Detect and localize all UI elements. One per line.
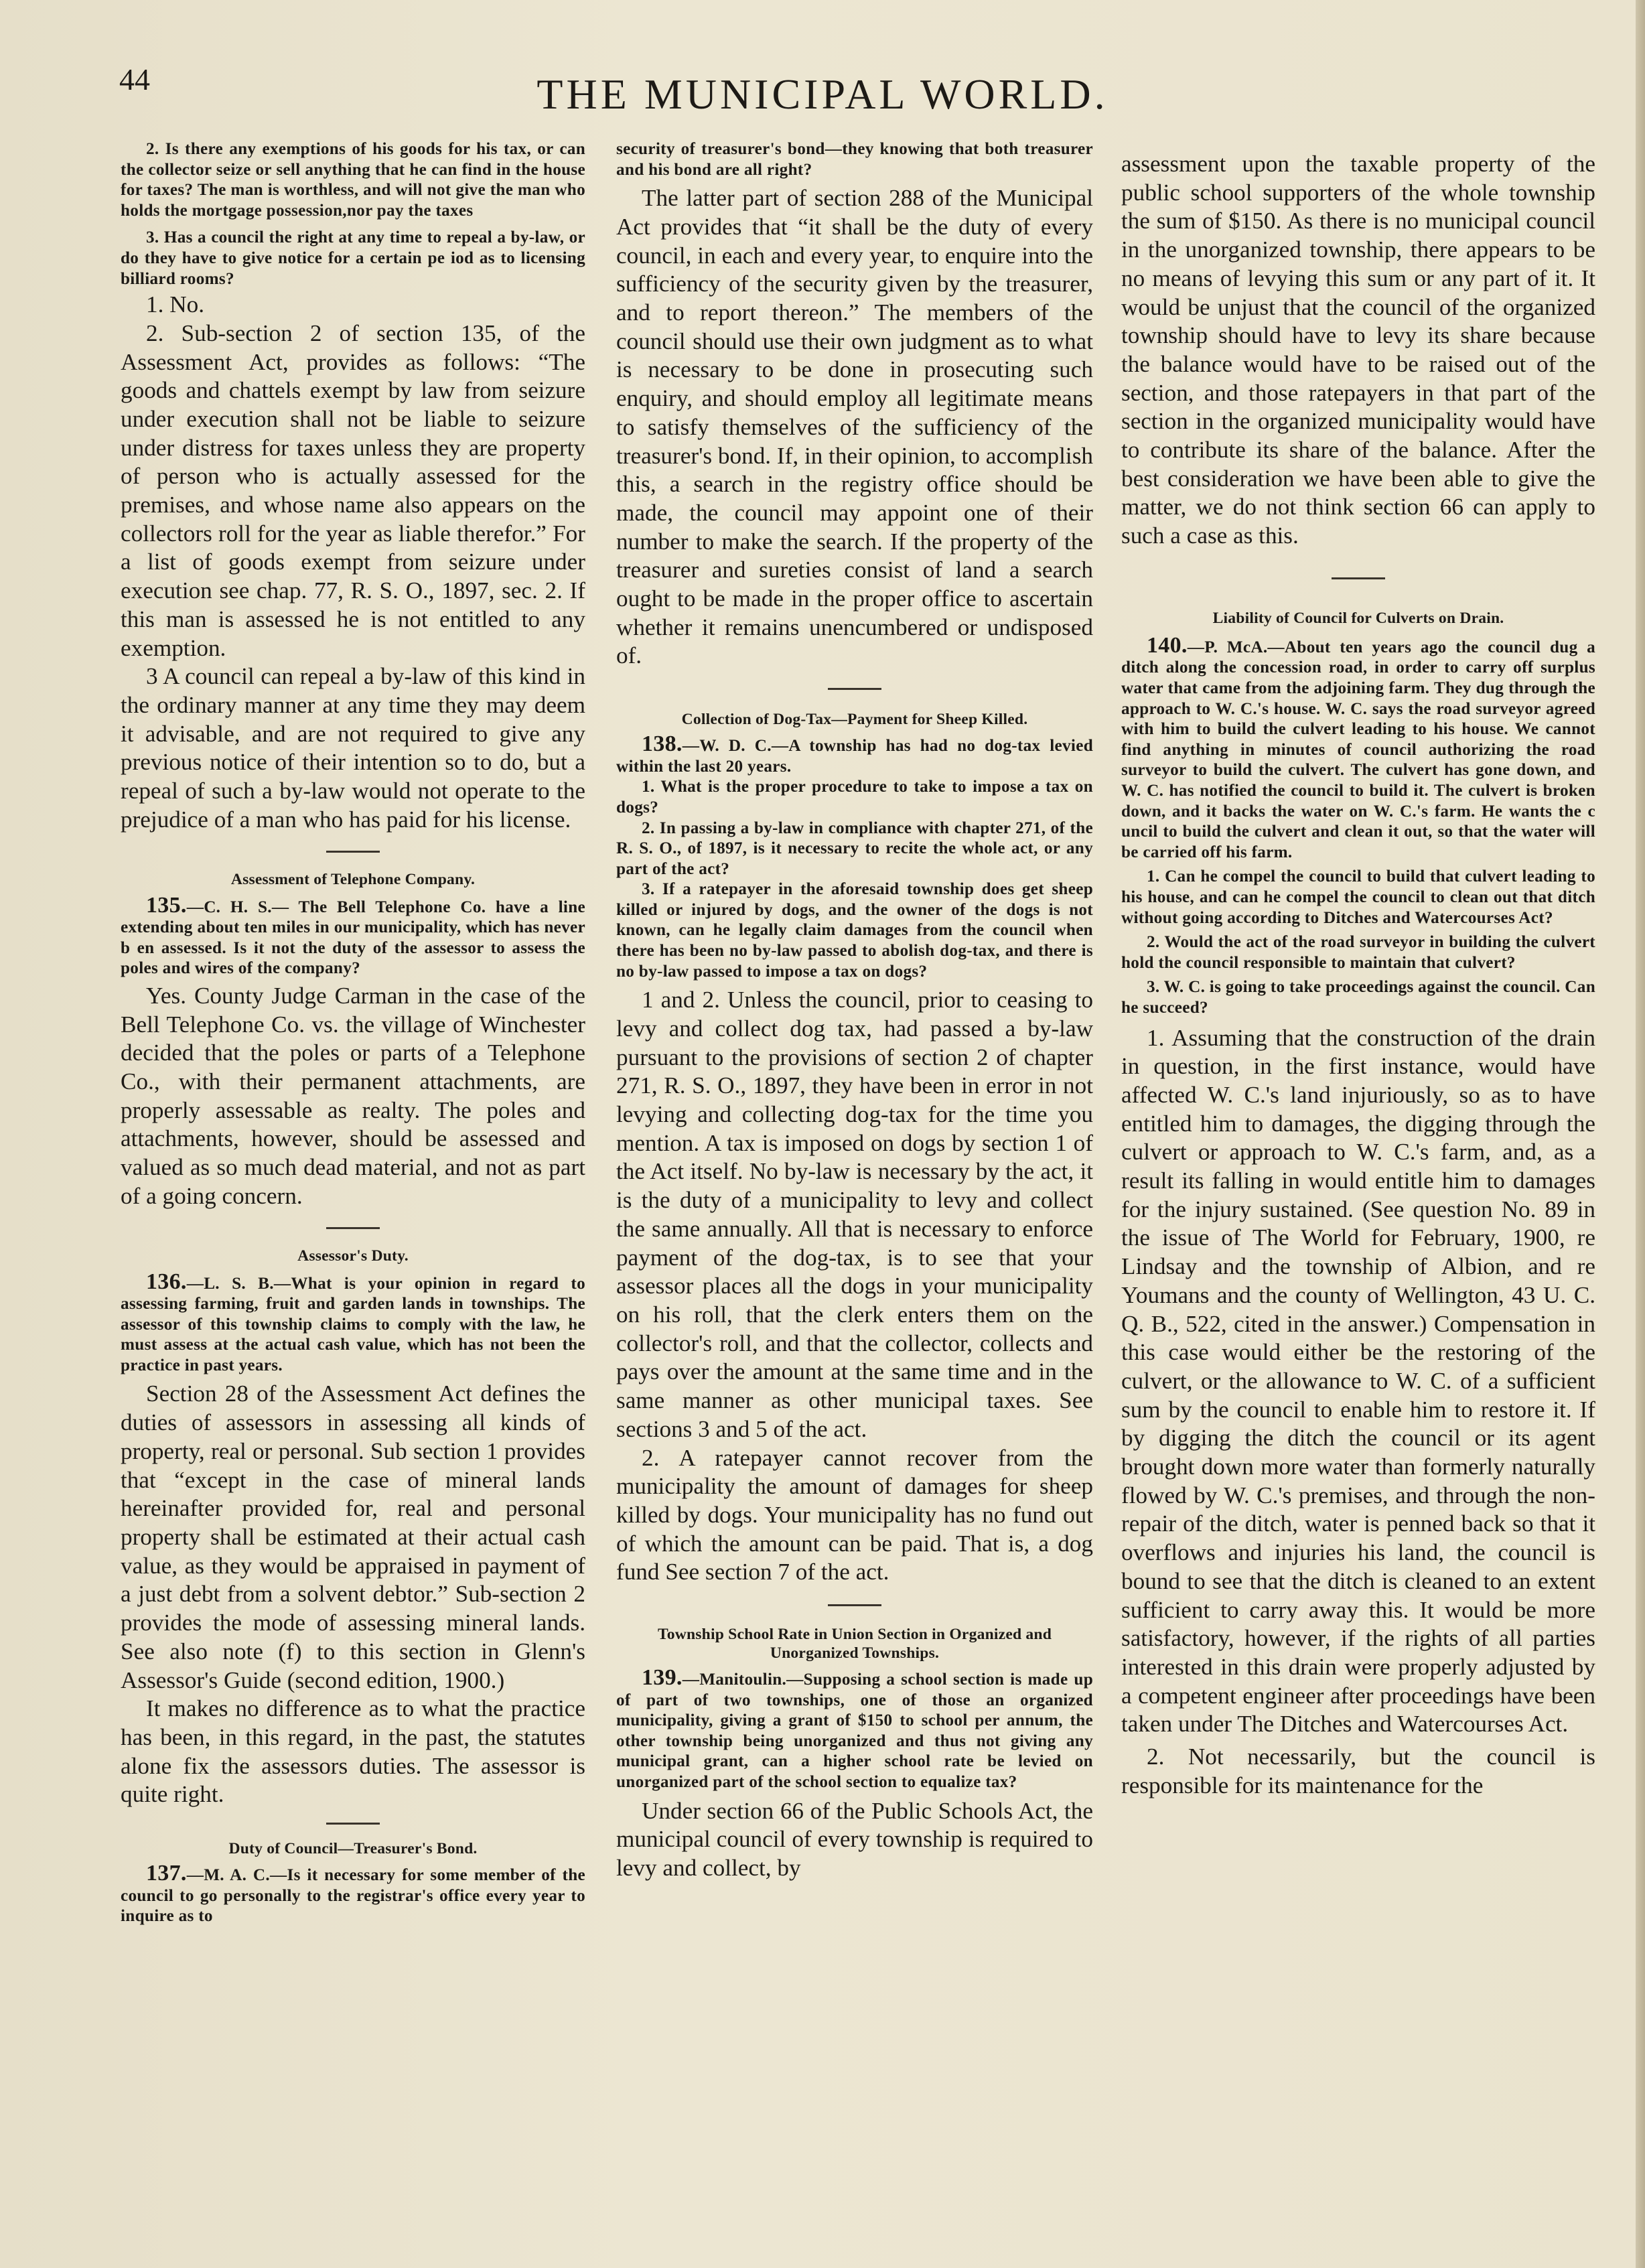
item-number-140: 140. (1147, 632, 1188, 658)
question-139: 139.—Manitoulin.—Supposing a school section is made up of part of two townships, one of those an organized municipality, giving a grant of $150 to school per annum, the other township being unorganized and thus not giving any municipal grant, can a higher school rate be levied on unorganized part of the school section to equalize tax? (616, 1665, 1093, 1791)
answer-136b: It makes no difference as to what the practice has been, in this regard, in the past, the statutes alone fix the assessors duties. The assessor is quite right. (121, 1695, 585, 1808)
question-140: 140.—P. McA.—About ten years ago the council dug a ditch along the concession road, in order to carry off surplus water that came from the adjoining farm. They dug through the approach to W. C.'s house. W. C. says the road surveyor agreed with him to build the culvert leading to his house. We cannot find anything in minutes of council authorizing the road surveyor to build the culvert. The culvert has gone down, and W. C. has notified the council to build it. The culvert is broken down, and it backs the water on W. C.'s farm. He wants the c uncil to build the culvert and clean it out, so that the water will be carried off his farm. (1121, 632, 1595, 861)
item-number-136: 136. (146, 1269, 187, 1294)
question-135: 135.—C. H. S.— The Bell Telephone Co. have a line extending about ten miles in our municipality, which has never b en assessed. Is it not the duty of the assessor to assess the poles and wires of the company? (121, 892, 585, 978)
question-140-3: 3. W. C. is going to take proceedings against the council. Can he succeed? (1121, 978, 1595, 1017)
column-3 (1121, 139, 1595, 1800)
question-136: 136.—L. S. B.—What is your opinion in regard to assessing farming, fruit and garden lands in townships. The assessor of this township claims to comply with the law, he must assess at the actual cash value, which has not been the practice in past years. (121, 1269, 585, 1374)
question-3: 3. Has a council the right at any time to repeal a by-law, or do they have to give notice for a certain pe iod as to licensing billiard rooms? (121, 228, 585, 288)
question-138-2: 2. In passing a by-law in compliance with chapter 271, of the R. S. O., of 1897, is it necessary to recite the whole act, or any part of the act? (616, 819, 1093, 878)
question-2: 2. Is there any exemptions of his goods for his tax, or can the collector seize or sell anything that he can find in the house for taxes? The man is worthless, and will not give the man who holds the mortgage possession,nor pay the taxes (121, 140, 585, 220)
question-138-3: 3. If a ratepayer in the aforesaid township does get sheep killed or injured by dogs, and the owner of the dogs is not known, can he legally claim damages from the council when there has been no by-law passed to abolish dog-tax, and there is no by-law passed to impose a tax on dogs? (616, 880, 1093, 981)
answer-138-2: 2. A ratepayer cannot recover from the municipality the amount of damages for sheep killed by dogs. Your municipality has no fund out of which the amount can be paid. That is, a dog fund See section 7 of the act. (616, 1444, 1093, 1585)
item-number-137: 137. (146, 1861, 187, 1886)
question-138: 138.—W. D. C.—A township has had no dog-tax levied within the last 20 years. (616, 731, 1093, 776)
item-number-138: 138. (642, 731, 683, 757)
answer-137: The latter part of section 288 of the Municipal Act provides that “it shall be the duty of every council, in each and every year, to enquire into the sufficiency of the security given by the treasurer, and to report thereon.” The members of the council should use their own judgment as to what is necessary to be done in prosecuting such enquiry, and should employ all legitimate means to satisfy themselves of the sufficiency of the treasurer's bond. If, in their opinion, to accomplish this, a search in the registry office should be made, the council may appoint one of their number to make the search. If the property of the treasurer and sureties consist of land a search ought to be made in the proper office to ascertain whether it remains unencumbered or undisposed of. (616, 185, 1093, 669)
question-137-continued: security of treasurer's bond—they knowing that both treasurer and his bond are all right? (616, 140, 1093, 179)
item-number-135: 135. (146, 892, 187, 918)
heading-138: Collection of Dog-Tax—Payment for Sheep Killed. (681, 711, 1028, 729)
section-rule (828, 1604, 881, 1606)
column-2 (616, 139, 1093, 1883)
answer-140-2: 2. Not necessarily, but the council is responsible for its maintenance for the (1121, 1744, 1595, 1798)
section-rule (1332, 577, 1385, 579)
answer-138-1-2: 1 and 2. Unless the council, prior to ceasing to levy and collect dog tax, had passed a by-law pursuant to the provisions of section 2 of chapter 271, R. S. O., 1897, they have been in error in not levying and collecting dog-tax for the time you mention. A tax is imposed on dogs by section 1 of the Act itself. No by-law is necessary by the act, it is the duty of a municipality to levy and collect the same annually. All that is necessary to enforce payment of the dog-tax, is to see that your assessor places all the dogs in your municipality on his roll, that the clerk enters them on the collector's roll, and that the collector, collects and pays over the amount at the same time and in the same manner as other municipal taxes. See sections 3 and 5 of the act. (616, 987, 1093, 1442)
answer-139: Under section 66 of the Public Schools Act, the municipal council of every township is required to levy and collect, by (616, 1797, 1093, 1881)
answer-135: Yes. County Judge Carman in the case of the Bell Telephone Co. vs. the village of Winchester decided that the poles or parts of a Telephone Co., with their permanent attachments, are properly assessable as realty. The poles and attachments, however, should be assessed and valued as so much dead material, and not as part of a going concern. (121, 982, 585, 1209)
answer-140-1: 1. Assuming that the construction of the drain in question, in the first instance, would have affected W. C.'s land injuriously, so as to have entitled him to damages, the digging through the culvert or approach to W. C.'s farm, and, as a result its falling in would entitle him to damages for the injury sustained. (See question No. 89 in the issue of The World for February, 1900, re Lindsay and the township of Albion, and re Youmans and the county of Wellington, 43 U. C. Q. B., 522, cited in the answer.) Compensation in this case would either be the restoring of the culvert, or the allowance to W. C. of a sufficient sum by the council to enable him to restore it. If by digging the ditch the council or its agent brought down more water than formerly naturally flowed by W. C.'s premises, and through the non-repair of the ditch, water is penned back so that it overflows and injuries his land, the council is bound to see that the ditch is cleaned to an extent sufficient to carry away this. It would be more satisfactory, however, if the rights of all parties interested in this drain were properly adjusted by a competent engineer after proceedings have been taken under The Ditches and Watercourses Act. (1121, 1024, 1595, 1738)
masthead-title: THE MUNICIPAL WORLD. (537, 70, 1108, 118)
question-138-1: 1. What is the proper procedure to take to impose a tax on dogs? (616, 778, 1093, 817)
answer-136a: Section 28 of the Assessment Act defines the duties of assessors in assessing all kinds of property, real or personal. Sub section 1 provides that “except in the case of mineral lands hereinafter provided for, real and personal property shall be estimated at their actual cash value, as they would be appraised in payment of a just debt from a solvent debtor.” Sub-section 2 provides the mode of assessing mineral lands. See also note (f) to this section in Glenn's Assessor's Guide (second edition, 1900.) (121, 1380, 585, 1693)
answer-2: 2. Sub-section 2 of section 135, of the Assessment Act, provides as follows: “The goods and chattels exempt by law from seizure under execution shall not be liable to seizure under distress for taxes unless they are property of person who is actually assessed for the premises, and whose name also appears on the collectors roll for the year as liable therefor.” For a list of goods exempt from seizure under execution see chap. 77, R. S. O., 1897, sec. 2. If this man is assessed he is not entitled to any exemption. (121, 320, 585, 661)
section-rule (828, 688, 881, 690)
section-rule (326, 1227, 380, 1229)
question-137: 137.—M. A. C.—Is it necessary for some member of the council to go personally to the registrar's office every year to inquire as to (121, 1861, 585, 1926)
question-140-2: 2. Would the act of the road surveyor in building the culvert hold the council responsible to maintain that culvert? (1121, 933, 1595, 972)
section-rule (326, 851, 380, 853)
heading-137: Duty of Council—Treasurer's Bond. (228, 1840, 478, 1858)
heading-135: Assessment of Telephone Company. (230, 870, 476, 888)
page-number: 44 (119, 62, 150, 96)
column-1 (121, 139, 585, 1927)
heading-139: Township School Rate in Union Section in Organized and Unorganized Townships. (657, 1626, 1052, 1662)
heading-140: Liability of Council for Culverts on Drain. (1212, 609, 1504, 627)
section-rule (326, 1823, 380, 1825)
page-edge (1636, 0, 1645, 2268)
question-140-1: 1. Can he compel the council to build that culvert leading to his house, and can he compel the council to clean out that ditch without going according to Ditches and Watercourses Act? (1121, 867, 1595, 927)
heading-136: Assessor's Duty. (297, 1247, 409, 1265)
answer-1: 1. No. (146, 291, 204, 318)
answer-139-continued: assessment upon the taxable property of the public school supporters of the whole township the sum of $150. As there is no municipal council in the unorganized township, there appears to be no means of levying this sum or any part of it. It would be unjust that the council of the organized township should have to levy its share because the balance would have to be raised out of the section, and those ratepayers in that part of the section in the organized municipality would have to contribute its share of the balance. After the best consideration we have been able to give the matter, we do not think section 66 can apply to such a case as this. (1121, 151, 1595, 549)
item-number-139: 139. (642, 1665, 683, 1691)
answer-3: 3 A council can repeal a by-law of this kind in the ordinary manner at any time they may deem it advisable, and are not required to give any previous notice of their intention so to do, but a repeal of such a by-law would not operate to the prejudice of a man who has paid for his license. (121, 663, 585, 833)
